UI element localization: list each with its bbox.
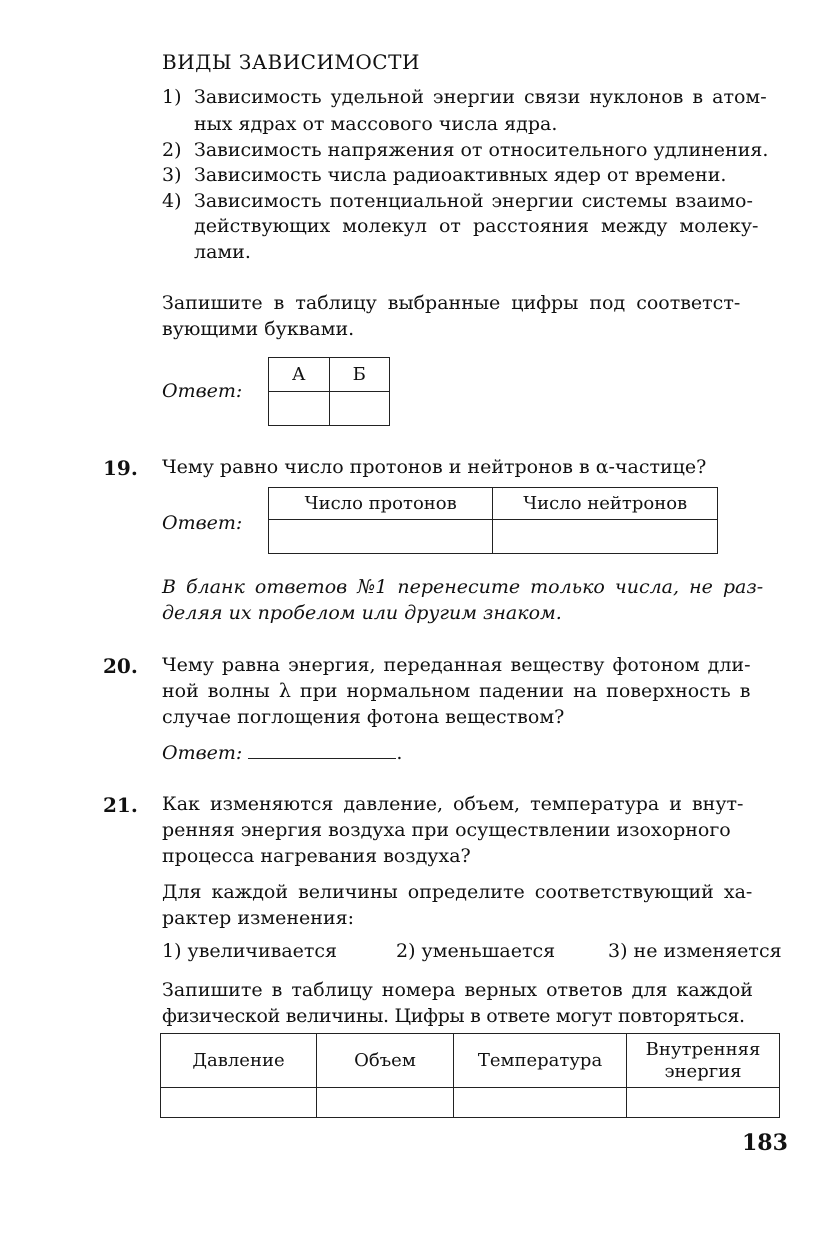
answer-label: Ответ:	[162, 742, 243, 764]
list-item-line: лами.	[194, 241, 251, 263]
question-19-text: Чему равно число протонов и нейтронов в α-частице?	[162, 456, 707, 478]
answer-cell-b[interactable]	[329, 392, 390, 426]
table-header-neutrons: Число нейтронов	[493, 488, 718, 520]
answer-table-18	[268, 357, 390, 426]
table-header-temperature: Температура	[454, 1034, 627, 1088]
note-line: деляя их пробелом или другим знаком.	[162, 602, 562, 624]
table-header-internal-energy: Внутренняя энергия	[627, 1034, 780, 1088]
instruction-line: физической величины. Цифры в ответе могут повторяться.	[162, 1005, 745, 1027]
list-item-line: действующих молекул от расстояния между молеку-	[194, 215, 759, 237]
answer-table-19	[268, 487, 718, 554]
question-number-21: 21.	[103, 793, 138, 817]
option-3: 3) не изменяется	[608, 940, 782, 962]
question-20-line: случае поглощения фотона веществом?	[162, 706, 565, 728]
table-header-volume: Объем	[317, 1034, 454, 1088]
section-heading: ВИДЫ ЗАВИСИМОСТИ	[162, 50, 420, 74]
list-item-line: ных ядрах от массового числа ядра.	[194, 113, 558, 135]
question-number-19: 19.	[103, 456, 138, 480]
answer-period: .	[396, 742, 403, 764]
list-item-line: Зависимость удельной энергии связи нуклонов в атом-	[194, 86, 767, 108]
instruction-line: рактер изменения:	[162, 907, 354, 929]
instruction-line: Запишите в таблицу номера верных ответов для каждой	[162, 979, 753, 1001]
answer-cell-volume[interactable]	[317, 1088, 454, 1118]
answer-cell-internal-energy[interactable]	[627, 1088, 780, 1118]
table-header-a: А	[269, 358, 330, 392]
answer-cell-temperature[interactable]	[454, 1088, 627, 1118]
answer-line-20	[162, 740, 402, 764]
answer-cell-pressure[interactable]	[161, 1088, 317, 1118]
table-header-pressure: Давление	[161, 1034, 317, 1088]
question-20-line: Чему равна энергия, переданная веществу фотоном дли-	[162, 654, 751, 676]
page-number: 183	[742, 1130, 788, 1156]
note-line: В бланк ответов №1 перенесите только числа, не раз-	[162, 576, 764, 598]
list-item-line: Зависимость напряжения от относительного удлинения.	[194, 139, 769, 161]
question-21-line: процесса нагревания воздуха?	[162, 845, 471, 867]
instruction-line: Запишите в таблицу выбранные цифры под соответст-	[162, 292, 741, 314]
list-number: 2)	[162, 139, 182, 161]
answer-table-21	[160, 1033, 780, 1118]
answer-cell-neutrons[interactable]	[493, 520, 718, 554]
question-21-line: ренняя энергия воздуха при осуществлении изохорного	[162, 819, 731, 841]
question-number-20: 20.	[103, 654, 138, 678]
table-header-b: Б	[329, 358, 390, 392]
answer-label: Ответ:	[162, 380, 243, 402]
list-number: 4)	[162, 190, 182, 212]
answer-label: Ответ:	[162, 512, 243, 534]
question-20-line: ной волны λ при нормальном падении на поверхность в	[162, 680, 751, 702]
table-header-protons: Число протонов	[269, 488, 493, 520]
instruction-line: Для каждой величины определите соответствующий ха-	[162, 881, 753, 903]
question-21-line: Как изменяются давление, объем, температура и внут-	[162, 793, 744, 815]
list-item-line: Зависимость числа радиоактивных ядер от времени.	[194, 164, 727, 186]
answer-blank[interactable]	[248, 740, 396, 759]
option-1: 1) увеличивается	[162, 940, 338, 962]
option-2: 2) уменьшается	[396, 940, 556, 962]
answer-cell-protons[interactable]	[269, 520, 493, 554]
list-number: 1)	[162, 86, 182, 108]
instruction-line: вующими буквами.	[162, 318, 355, 340]
list-number: 3)	[162, 164, 182, 186]
answer-cell-a[interactable]	[269, 392, 330, 426]
list-item-line: Зависимость потенциальной энергии системы взаимо-	[194, 190, 753, 212]
